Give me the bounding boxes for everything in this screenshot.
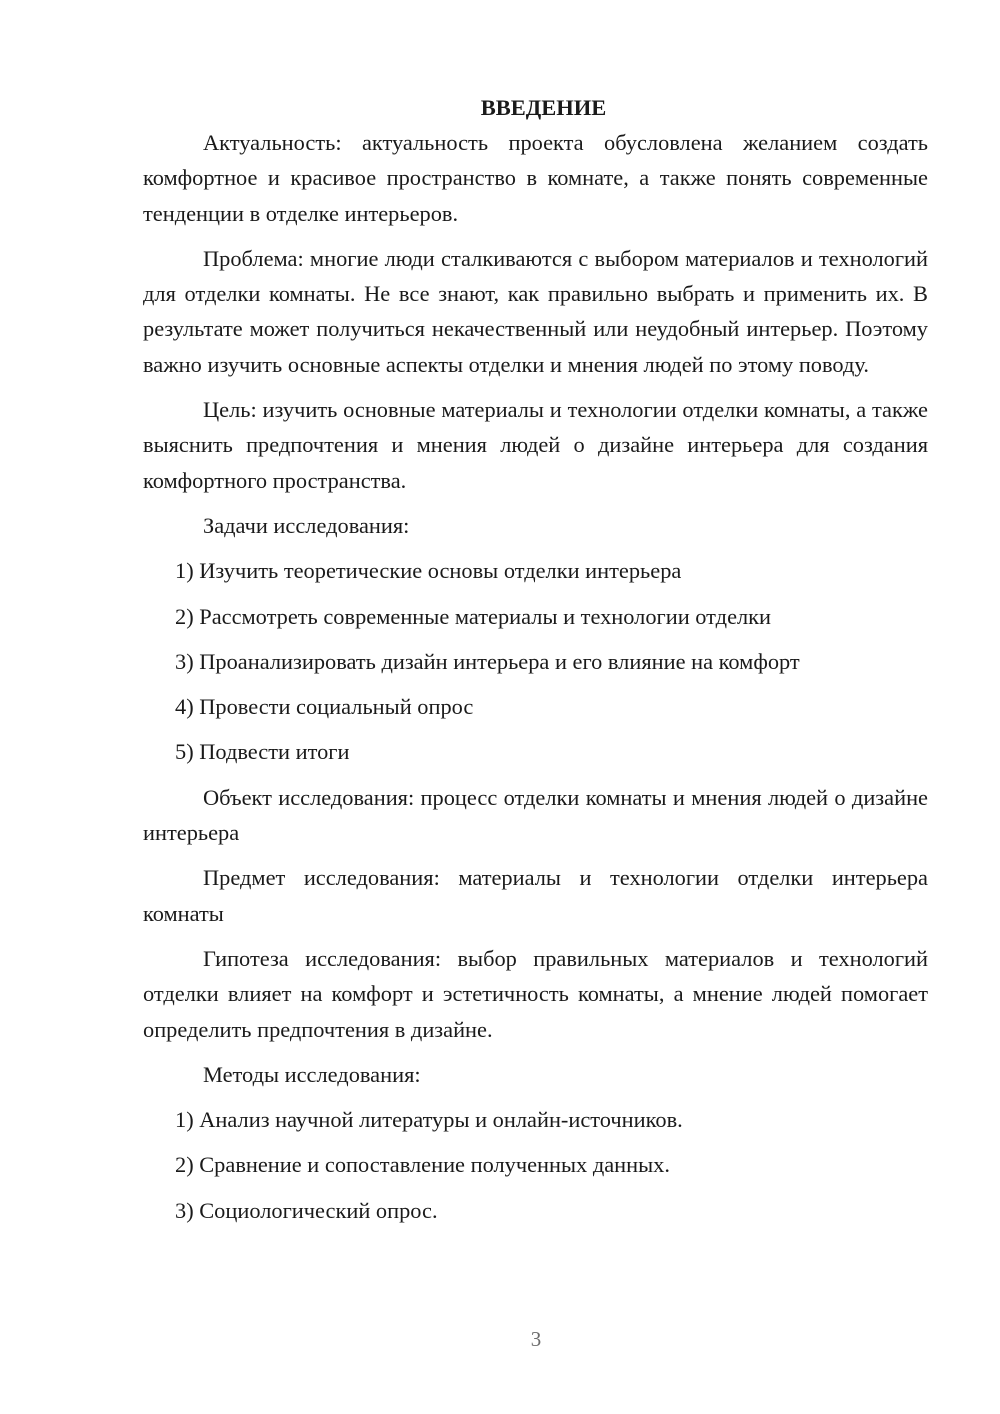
method-item: 2) Сравнение и сопоставление полученных данных. [175, 1152, 670, 1178]
task-item: 1) Изучить теоретические основы отделки интерьера [175, 558, 682, 584]
task-item: 4) Провести социальный опрос [175, 694, 474, 720]
task-item: 5) Подвести итоги [175, 739, 350, 765]
tasks-list [143, 553, 928, 769]
document-page [143, 90, 928, 1238]
problem-paragraph: Проблема: многие люди сталкиваются с выбором материалов и технологий для отделки комнаты. Не все знают, как правильно выбрать и применить их. В результате может получиться некачественный или неудобный интерьер. Поэтому важно изучить основные аспекты отделки и мнения людей по этому поводу. [143, 245, 928, 377]
tasks-heading: Задачи исследования: [203, 512, 410, 538]
page-number: 3 [530, 1327, 542, 1351]
methods-heading: Методы исследования: [203, 1061, 421, 1087]
method-item: 1) Анализ научной литературы и онлайн-источников. [175, 1107, 683, 1133]
task-item: 3) Проанализировать дизайн интерьера и его влияние на комфорт [175, 648, 800, 674]
task-item: 2) Рассмотреть современные материалы и технологии отделки [175, 603, 772, 629]
subject-paragraph: Предмет исследования: материалы и технологии отделки интерьера комнаты [143, 865, 928, 926]
relevance-paragraph: Актуальность: актуальность проекта обусловлена желанием создать комфортное и красивое пространство в комнате, а также понять современные тенденции в отделке интерьеров. [143, 130, 928, 226]
page-title: ВВЕДЕНИЕ [480, 95, 607, 120]
hypothesis-paragraph: Гипотеза исследования: выбор правильных материалов и технологий отделки влияет на комфорт и эстетичность комнаты, а мнение людей помогает определить предпочтения в дизайне. [143, 945, 928, 1042]
object-paragraph: Объект исследования: процесс отделки комнаты и мнения людей о дизайне интерьера [143, 784, 928, 846]
goal-paragraph: Цель: изучить основные материалы и технологии отделки комнаты, а также выяснить предпочтения и мнения людей о дизайне интерьера для создания комфортного пространства. [143, 397, 928, 493]
method-item: 3) Социологический опрос. [175, 1197, 438, 1223]
methods-list [143, 1102, 928, 1228]
